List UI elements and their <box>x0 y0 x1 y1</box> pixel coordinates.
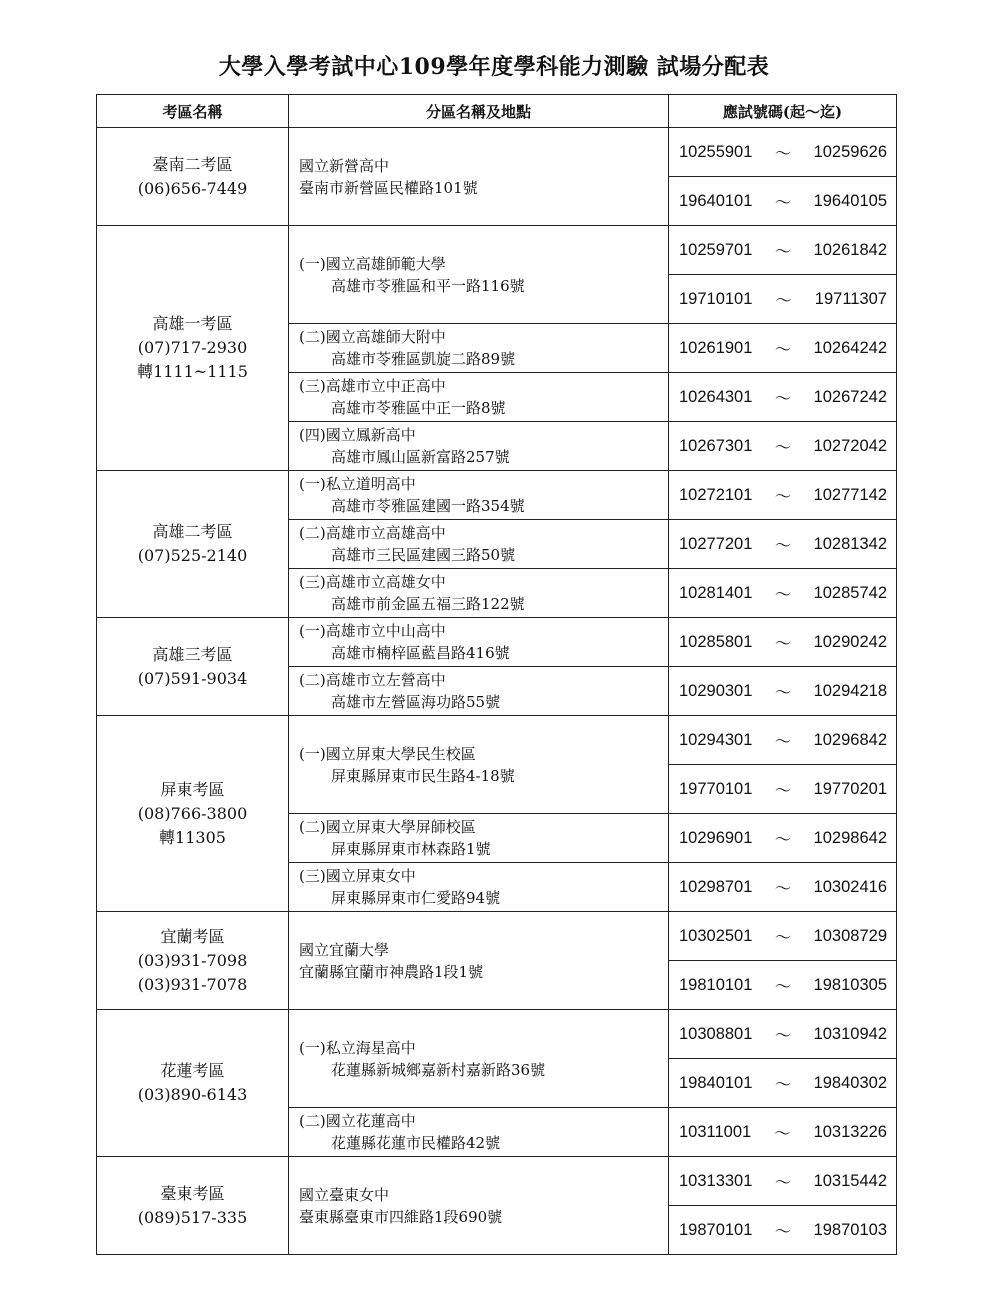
zone-name: 高雄二考區 <box>152 522 233 541</box>
site-address: 屏東縣屏東市仁愛路94號 <box>331 889 501 907</box>
number-range-cell <box>669 128 897 177</box>
range-start: 10294301 <box>679 730 753 749</box>
number-range-cell <box>669 373 897 422</box>
range-separator: ～ <box>774 144 792 163</box>
number-range-cell <box>669 618 897 667</box>
range-end: 19840302 <box>813 1073 887 1092</box>
range-start: 10272101 <box>679 485 753 504</box>
site-cell <box>289 422 669 471</box>
site-cell <box>289 128 669 226</box>
site-name: (一)私立海星高中 <box>299 1038 416 1057</box>
number-range-cell <box>669 1206 897 1255</box>
table-row <box>97 226 897 275</box>
range-end: 19711307 <box>814 289 887 308</box>
zone-contact: (06)656-7449 <box>137 178 248 198</box>
site-address: 高雄市苓雅區凱旋二路89號 <box>331 350 516 368</box>
range-start: 19770101 <box>679 779 753 798</box>
range-end: 10298642 <box>813 828 887 847</box>
site-address: 高雄市三民區建國三路50號 <box>331 546 516 564</box>
site-name: 國立臺東女中 <box>299 1185 390 1204</box>
range-start: 10285801 <box>679 632 753 651</box>
range-separator: ～ <box>774 634 792 653</box>
range-start: 10264301 <box>679 387 753 406</box>
site-name: (二)國立高雄師大附中 <box>299 328 446 346</box>
number-range-cell <box>669 275 897 324</box>
range-start: 10308801 <box>679 1024 753 1043</box>
site-address: 高雄市前金區五福三路122號 <box>331 595 525 613</box>
site-cell <box>289 226 669 324</box>
range-start: 10267301 <box>679 436 753 455</box>
range-end: 10302416 <box>813 877 887 896</box>
range-end: 10315442 <box>813 1171 887 1190</box>
site-address: 臺南市新營區民權路101號 <box>299 178 478 197</box>
site-cell <box>289 1010 669 1108</box>
site-name: (一)私立道明高中 <box>299 475 416 493</box>
range-start: 19870101 <box>679 1220 753 1239</box>
number-range-cell <box>669 177 897 226</box>
site-cell <box>289 618 669 667</box>
range-end: 10294218 <box>813 681 887 700</box>
table-row <box>97 471 897 520</box>
range-separator: ～ <box>774 340 792 359</box>
site-name: (二)高雄市立左營高中 <box>299 671 446 689</box>
range-end: 19870103 <box>813 1220 887 1239</box>
number-range-cell <box>669 569 897 618</box>
number-range-cell <box>669 814 897 863</box>
range-separator: ～ <box>774 585 792 604</box>
number-range-cell <box>669 226 897 275</box>
range-end: 10272042 <box>813 436 887 455</box>
site-address: 臺東縣臺東市四維路1段690號 <box>299 1207 503 1226</box>
site-cell <box>289 569 669 618</box>
range-end: 10267242 <box>813 387 887 406</box>
zone-contact: (089)517-335 <box>137 1207 248 1227</box>
zone-cell <box>97 912 289 1010</box>
number-range-cell <box>669 1010 897 1059</box>
number-range-cell <box>669 961 897 1010</box>
site-cell <box>289 1157 669 1255</box>
zone-contact: (07)525-2140 <box>137 546 248 565</box>
site-address: 花蓮縣新城鄉嘉新村嘉新路36號 <box>331 1060 546 1079</box>
site-name: (一)國立高雄師範大學 <box>299 254 446 273</box>
zone-name: 花蓮考區 <box>160 1061 225 1080</box>
zone-cell <box>97 1010 289 1157</box>
table-header-row <box>97 95 897 128</box>
range-separator: ～ <box>774 389 792 408</box>
range-separator: ～ <box>774 536 792 555</box>
range-separator: ～ <box>774 830 792 849</box>
site-address: 高雄市鳳山區新富路257號 <box>331 448 510 466</box>
zone-contact: (03)890-6143 <box>137 1085 248 1104</box>
range-end: 10259626 <box>813 142 887 161</box>
site-name: (二)國立花蓮高中 <box>299 1112 416 1130</box>
range-end: 10281342 <box>813 534 887 553</box>
number-range-cell <box>669 863 897 912</box>
zone-contact: (07)591-9034 <box>137 668 248 688</box>
range-end: 19640105 <box>813 191 887 210</box>
range-separator: ～ <box>775 291 792 310</box>
zone-contact: 轉1111~1115 <box>137 362 248 381</box>
range-separator: ～ <box>774 1173 792 1192</box>
zone-cell <box>97 471 289 618</box>
site-address: 高雄市苓雅區建國一路354號 <box>331 497 525 515</box>
site-cell <box>289 667 669 716</box>
table-row <box>97 716 897 765</box>
zone-contact: 轉11305 <box>159 827 226 847</box>
range-separator: ～ <box>774 683 792 702</box>
site-name: (三)高雄市立高雄女中 <box>299 573 446 591</box>
zone-contact: (03)931-7078 <box>137 974 248 994</box>
number-range-cell <box>669 716 897 765</box>
zone-name: 高雄三考區 <box>152 644 233 664</box>
site-address: 高雄市楠梓區藍昌路416號 <box>331 644 510 662</box>
site-address: 高雄市苓雅區中正一路8號 <box>331 399 506 417</box>
table-row <box>97 912 897 961</box>
header-zone: 考區名稱 <box>97 95 289 128</box>
number-range-cell <box>669 422 897 471</box>
site-cell <box>289 814 669 863</box>
range-start: 10281401 <box>679 583 753 602</box>
site-name: 國立宜蘭大學 <box>299 940 390 959</box>
range-end: 10290242 <box>813 632 887 651</box>
site-cell <box>289 520 669 569</box>
site-name: (二)國立屏東大學屏師校區 <box>299 818 476 836</box>
range-start: 10311001 <box>679 1122 752 1141</box>
zone-cell <box>97 1157 289 1255</box>
zone-name: 屏東考區 <box>160 779 225 799</box>
range-start: 10290301 <box>679 681 753 700</box>
site-address: 屏東縣屏東市民生路4-18號 <box>331 766 515 785</box>
site-address: 花蓮縣花蓮市民權路42號 <box>331 1134 501 1152</box>
site-name: (二)高雄市立高雄高中 <box>299 524 446 542</box>
zone-name: 宜蘭考區 <box>160 926 225 946</box>
site-address: 宜蘭縣宜蘭市神農路1段1號 <box>299 962 484 981</box>
range-start: 10298701 <box>679 877 753 896</box>
range-start: 19640101 <box>679 191 753 210</box>
page-title: 大學入學考試中心109學年度學科能力測驗 試場分配表 <box>218 54 770 80</box>
range-end: 10308729 <box>813 926 887 945</box>
range-end: 19770201 <box>813 779 887 798</box>
site-cell <box>289 912 669 1010</box>
range-end: 10313226 <box>813 1122 887 1141</box>
table-row <box>97 1010 897 1059</box>
zone-contact: (08)766-3800 <box>137 803 248 823</box>
site-name: (三)高雄市立中正高中 <box>299 377 446 395</box>
number-range-cell <box>669 912 897 961</box>
range-start: 10255901 <box>679 142 753 161</box>
range-end: 10285742 <box>813 583 887 602</box>
range-separator: ～ <box>774 1222 792 1241</box>
number-range-cell <box>669 471 897 520</box>
range-separator: ～ <box>774 928 792 947</box>
zone-cell <box>97 128 289 226</box>
range-start: 10302501 <box>679 926 753 945</box>
range-separator: ～ <box>774 732 792 751</box>
number-range-cell <box>669 324 897 373</box>
range-start: 19710101 <box>679 289 753 308</box>
zone-cell <box>97 716 289 912</box>
range-separator: ～ <box>774 487 792 506</box>
range-separator: ～ <box>774 193 792 212</box>
table-row <box>97 618 897 667</box>
header-range: 應試號碼(起～迄) <box>669 95 897 128</box>
site-cell <box>289 1108 669 1157</box>
range-start: 10296901 <box>679 828 753 847</box>
site-address: 高雄市苓雅區和平一路116號 <box>331 276 525 295</box>
range-separator: ～ <box>774 242 792 261</box>
zone-name: 高雄一考區 <box>152 314 233 333</box>
zone-name: 臺東考區 <box>160 1183 225 1203</box>
site-cell <box>289 324 669 373</box>
number-range-cell <box>669 667 897 716</box>
range-end: 19810305 <box>813 975 887 994</box>
range-end: 10310942 <box>813 1024 887 1043</box>
header-site: 分區名稱及地點 <box>289 95 669 128</box>
site-name: (三)國立屏東女中 <box>299 867 416 885</box>
range-separator: ～ <box>774 1075 792 1094</box>
site-cell <box>289 863 669 912</box>
site-address: 屏東縣屏東市林森路1號 <box>331 840 491 858</box>
number-range-cell <box>669 1108 897 1157</box>
zone-cell <box>97 618 289 716</box>
range-start: 10261901 <box>679 338 753 357</box>
range-separator: ～ <box>774 1124 791 1143</box>
site-name: (一)高雄市立中山高中 <box>299 622 446 640</box>
range-separator: ～ <box>774 879 792 898</box>
range-separator: ～ <box>774 977 792 996</box>
table-row <box>97 1157 897 1206</box>
range-start: 19810101 <box>679 975 753 994</box>
site-cell <box>289 373 669 422</box>
number-range-cell <box>669 520 897 569</box>
number-range-cell <box>669 765 897 814</box>
site-name: 國立新營高中 <box>299 156 390 175</box>
range-start: 10313301 <box>679 1171 753 1190</box>
zone-contact: (07)717-2930 <box>137 338 248 357</box>
allocation-table <box>96 94 897 1255</box>
range-end: 10264242 <box>813 338 887 357</box>
site-name: (一)國立屏東大學民生校區 <box>299 744 476 763</box>
number-range-cell <box>669 1059 897 1108</box>
site-cell <box>289 471 669 520</box>
range-end: 10296842 <box>813 730 887 749</box>
range-separator: ～ <box>774 1026 792 1045</box>
site-address: 高雄市左營區海功路55號 <box>331 693 501 711</box>
range-separator: ～ <box>774 438 792 457</box>
table-row <box>97 128 897 177</box>
site-cell <box>289 716 669 814</box>
zone-name: 臺南二考區 <box>152 154 233 174</box>
range-end: 10277142 <box>813 485 887 504</box>
table-body <box>97 128 897 1255</box>
zone-contact: (03)931-7098 <box>137 950 248 970</box>
range-start: 10277201 <box>679 534 753 553</box>
number-range-cell <box>669 1157 897 1206</box>
site-name: (四)國立鳳新高中 <box>299 426 416 444</box>
range-separator: ～ <box>774 781 792 800</box>
range-end: 10261842 <box>813 240 887 259</box>
zone-cell <box>97 226 289 471</box>
range-start: 19840101 <box>679 1073 753 1092</box>
range-start: 10259701 <box>679 240 753 259</box>
